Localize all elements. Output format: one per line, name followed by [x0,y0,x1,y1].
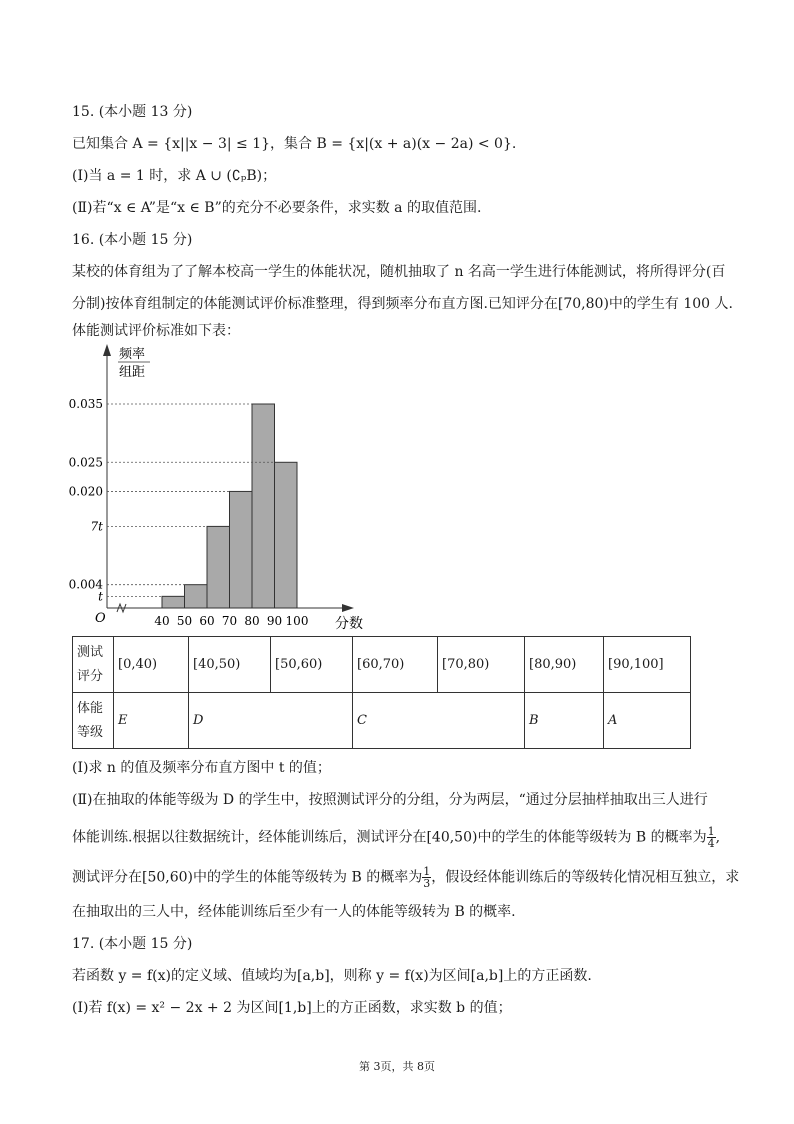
head-text: 体能 [77,700,104,716]
interval-cell: [40,50) [189,637,271,693]
denominator: 4 [707,837,715,850]
q16-stem-line1: 某校的体育组为了了解本校高一学生的体能状况，随机抽取了 n 名高一学生进行体能测试，将所得评分(百 [72,264,726,280]
fraction [422,866,431,889]
text-segment: , [715,829,721,846]
q15-stem: 已知集合 A = {x||x − 3| ≤ 1}，集合 B = {x|(x + a)(x − 2a) < 0}. [72,136,517,152]
numerator: 1 [707,825,715,838]
y-tick-label: 0.035 [68,397,103,411]
q17-part1: (Ⅰ)若 f(x) = x² − 2x + 2 为区间[1,b]上的方正函数，求实数 b 的值； [72,1000,512,1016]
q16-part2-line1: (Ⅱ)在抽取的体能等级为 D 的学生中，按照测试评分的分组，分为两层，“通过分层抽样抽取出三人进行 [72,792,708,808]
head-text: 评分 [77,668,104,684]
row-head-grade [73,693,114,749]
histogram-bar [162,596,185,608]
interval-cell: [0,40) [114,637,189,693]
histogram-bar [207,526,230,608]
interval-cell: [50,60) [271,637,353,693]
histogram-bar [185,585,208,608]
x-tick-label: 60 [199,614,215,628]
text-segment: ，假设经体能训练后的等级转化情况相互独立，求 [431,869,740,886]
x-tick-label: 40 [154,614,170,628]
y-tick-label: 0.025 [68,455,103,470]
q16-part2-line3 [72,866,739,889]
y-axis-arrow-icon [103,344,111,356]
q15-part1: (Ⅰ)当 a = 1 时，求 A ∪ (∁ₚB)； [72,168,277,184]
q15-header: 15. (本小题 13 分) [72,104,193,120]
denominator: 3 [423,877,431,890]
y-tick-label: 0.020 [68,484,103,499]
interval-cell: [90,100] [604,637,691,693]
x-tick-label: 50 [176,614,193,628]
x-tick-label: 80 [244,614,260,628]
origin-label: O [95,611,106,626]
interval-cell: [70,80) [438,637,525,693]
histogram-bar [275,462,298,608]
y-tick-label: t [98,589,103,604]
page-footer: 第 3页，共 8页 [359,1060,435,1073]
x-tick-label: 90 [266,614,283,628]
q16-part1: (Ⅰ)求 n 的值及频率分布直方图中 t 的值； [72,760,331,776]
interval-cell: [60,70) [353,637,438,693]
y-axis-label-denominator: 组距 [119,365,146,380]
q16-header: 16. (本小题 15 分) [72,232,193,248]
frequency-histogram [60,336,380,636]
grade-cell: C [353,693,525,749]
interval-cell: [80,90) [525,637,604,693]
numerator: 1 [423,865,431,878]
grade-row [73,693,691,749]
q16-stem-line2: 分制)按体育组制定的体能测试评价标准整理，得到频率分布直方图.已知评分在[70,80)中的学生有 100 人. [72,296,733,312]
histogram-bar [252,404,275,608]
q16-part2-line2 [72,826,720,849]
y-tick-label: 0.004 [68,577,103,592]
x-axis-arrow-icon [342,604,354,612]
y-tick-label: 7t [90,519,103,534]
q16-stem-line3: 体能测试评价标准如下表： [72,323,240,339]
text-segment: 体能训练.根据以往数据统计，经体能训练后，测试评分在[40,50)中的学生的体能等级转为 B 的概率为 [72,829,707,846]
grade-standard-table [72,636,691,749]
histogram-bar [230,491,253,608]
text-segment: 测试评分在[50,60)中的学生的体能等级转为 B 的概率为 [72,869,423,886]
head-text: 测试 [77,644,104,660]
q17-stem: 若函数 y = f(x)的定义域、值域均为[a,b]，则称 y = f(x)为区间[a,b]上的方正函数. [72,968,592,984]
score-row [73,637,691,693]
x-tick-label: 100 [285,614,309,628]
grade-cell: A [604,693,691,749]
y-axis-label-numerator: 频率 [119,347,146,362]
fraction [707,826,716,849]
row-head-score [73,637,114,693]
grade-cell: D [189,693,353,749]
x-tick-label: 70 [221,614,238,628]
x-axis-label: 分数 [335,616,363,632]
q15-part2: (Ⅱ)若“x ∈ A”是“x ∈ B”的充分不必要条件，求实数 a 的取值范围. [72,200,482,216]
head-text: 等级 [77,724,104,740]
grade-cell: B [525,693,604,749]
q16-part2-line4: 在抽取出的三人中，经体能训练后至少有一人的体能等级转为 B 的概率. [72,904,516,920]
q17-header: 17. (本小题 15 分) [72,936,193,952]
grade-cell: E [114,693,189,749]
axis-break-icon [117,604,126,612]
